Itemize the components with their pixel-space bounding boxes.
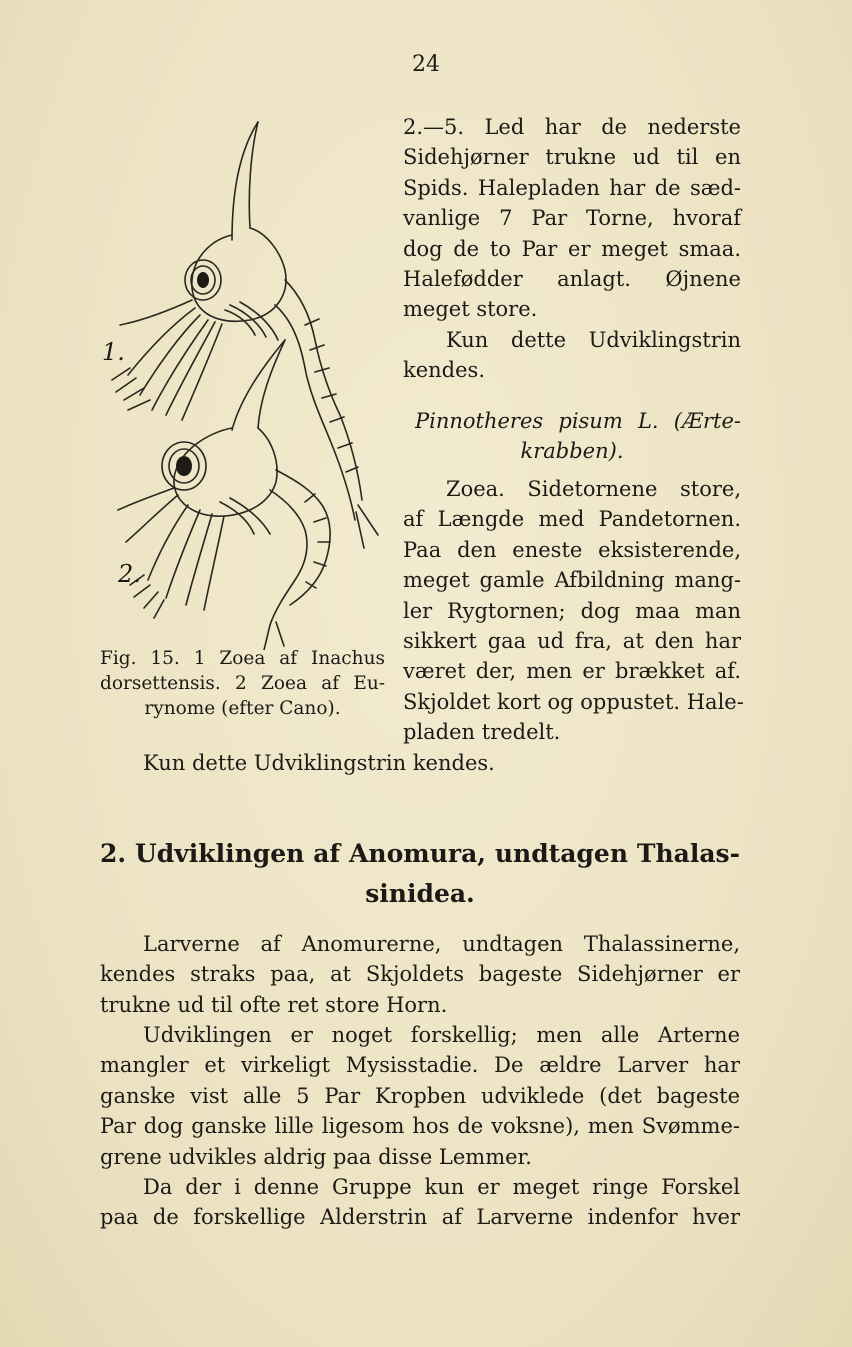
figure-label-1: 1. [102,338,125,366]
text-line: Sidehjørner trukne ud til en [403,145,741,170]
eye-pupil-2 [176,456,192,476]
caption-line: Fig. 15. 1 Zoea af Inachus [100,648,385,669]
eye-pupil-1 [197,272,209,288]
right-column-paragraph-1 [403,112,741,386]
figure-caption [100,646,385,721]
caption-line: dorsettensis. 2 Zoea af Eu- [100,673,385,694]
text-line: meget store. [403,297,538,322]
species-heading-line: Pinnotheres pisum L. (Ærte- [415,409,741,433]
text-line: Udviklingen er noget forskellig; men alle Arterne [143,1023,740,1047]
text-line: sikkert gaa ud fra, at den har [403,629,741,654]
zoea-figure [100,110,392,650]
text-line: ler Rygtornen; dog maa man [403,598,741,623]
full-width-line [100,748,740,778]
text-line: meget gamle Afbildning mang- [403,568,741,593]
page-number: 24 [412,52,440,77]
text-line: Larverne af Anomurerne, undtagen Thalassinerne, [143,932,740,956]
text-line: vanlige 7 Par Torne, hvoraf [403,206,741,231]
body-paragraph-1 [100,929,740,1020]
text-line: Kun dette Udviklingstrin kendes. [143,751,495,775]
body-paragraph-2 [100,1020,740,1172]
text-line: Skjoldet kort og oppustet. Hale- [403,689,744,714]
text-line: dog de to Par er meget smaa. [403,236,741,261]
text-line: været der, men er brækket af. [403,659,741,684]
text-line: Par dog ganske lille ligesom hos de voksne), men Svømme- [100,1114,740,1139]
text-line: ganske vist alle 5 Par Kropben udviklede (det bageste [100,1083,740,1108]
text-line: af Længde med Pandetornen. [403,507,741,532]
zoea-illustration [100,110,392,650]
figure-label-2: 2. [118,560,141,588]
text-line: Kun dette Udviklingstrin [446,327,741,352]
text-line: grene udvikles aldrig paa disse Lemmer. [100,1144,532,1169]
text-line: Da der i denne Gruppe kun er meget ringe Forskel [143,1175,740,1199]
text-line: kendes straks paa, at Skjoldets bageste Sidehjørner er [100,962,740,987]
text-line: paa de forskellige Alderstrin af Larverne indenfor hver [100,1205,740,1230]
text-line: Paa den eneste eksisterende, [403,537,741,562]
text-line: Halefødder anlagt. Øjnene [403,267,741,292]
section-heading [100,834,740,914]
species-heading-line: krabben). [520,439,624,464]
section-heading-line-1: 2. Udviklingen af Anomura, undtagen Thalas- [100,839,740,868]
text-line: mangler et virkeligt Mysisstadie. De ældre Larver har [100,1053,740,1078]
text-line: 2.—5. Led har de nederste [403,115,741,139]
species-heading [403,406,741,467]
body-paragraph-3 [100,1172,740,1233]
text-line: pladen tredelt. [403,720,561,745]
text-line: Spids. Halepladen har de sæd- [403,175,741,200]
right-column-paragraph-3 [403,474,744,748]
caption-line: rynome (efter Cano). [144,698,341,719]
text-line: Zoea. Sidetornene store, [446,477,741,501]
section-heading-line-2: sinidea. [365,879,475,908]
text-line: kendes. [403,358,486,383]
text-line: trukne ud til ofte ret store Horn. [100,992,448,1017]
